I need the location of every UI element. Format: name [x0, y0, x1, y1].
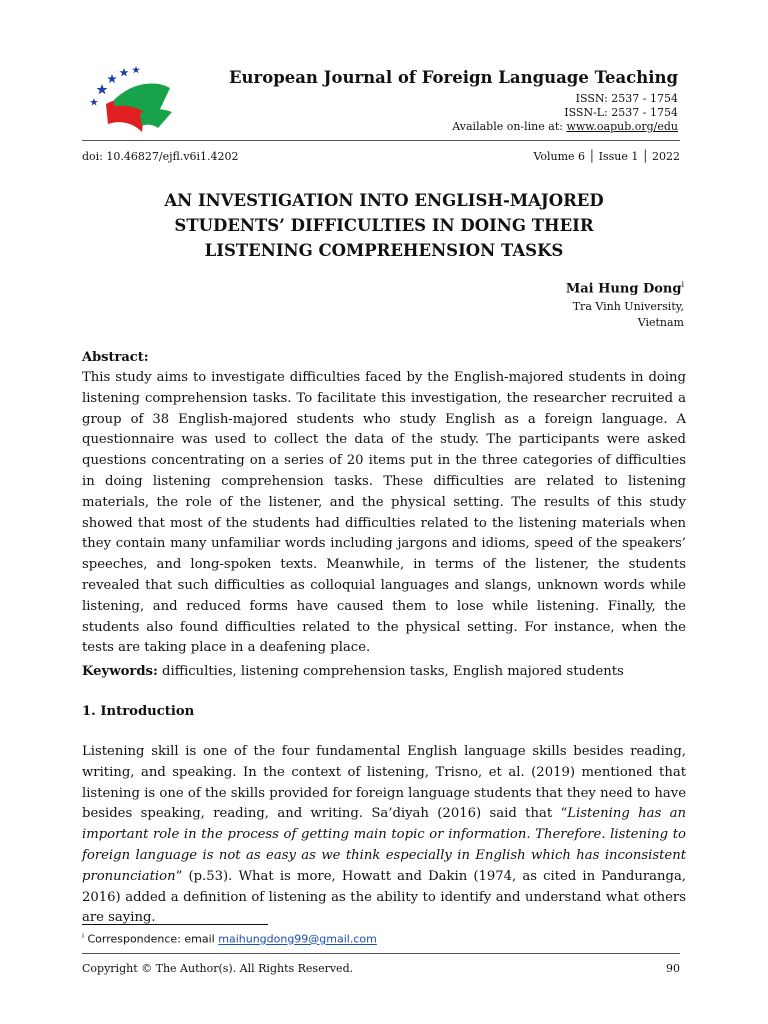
- journal-logo: [84, 62, 184, 136]
- footnote-mark: i: [82, 932, 84, 940]
- logo-book-green-lower: [140, 109, 172, 128]
- volume-issue: Volume 6 │ Issue 1 │ 2022: [533, 150, 680, 163]
- affiliation-line-2: Vietnam: [637, 316, 684, 329]
- journal-url-link[interactable]: www.oapub.org/edu: [566, 120, 678, 133]
- journal-title: European Journal of Foreign Language Teaching: [228, 68, 678, 87]
- article-title: [110, 188, 658, 263]
- copyright: Copyright © The Author(s). All Rights Reserved.: [82, 962, 354, 975]
- keywords-text: difficulties, listening comprehension tasks, English majored students: [157, 664, 624, 679]
- author-name: [566, 280, 684, 296]
- abstract-text: This study aims to investigate difficulties faced by the English-majored students in doing listening comprehension tasks. To facilitate this investigation, the researcher recruited a group of 38 English-majored students who study English as a foreign language. A questionnaire was used to collect the data of the study. The participants were asked questions concentrating on a series of 20 items put in the three categories of difficulties in doing listening comprehension tasks. These difficulties are related to listening materials, the role of the listener, and the physical setting. The results of this study showed that most of the students had difficulties related to the listening materials when they contain many unfamiliar words including jargons and idioms, speed of the speakers’ speeches, and long-spoken texts. Meanwhile, in terms of the listener, the students revealed that such difficulties as colloquial languages and slangs, unknown words while listening, and reduced forms have caused them to lose while listening. Finally, the students also found difficulties related to the physical setting. For instance, when the tests are taking place in a deafening place.: [82, 370, 686, 656]
- section-heading-introduction: 1. Introduction: [82, 704, 195, 719]
- title-line-1: AN INVESTIGATION INTO ENGLISH-MAJORED: [164, 191, 604, 210]
- issn-l: ISSN-L: 2537 - 1754: [564, 106, 678, 119]
- header-rule: [82, 140, 680, 141]
- abstract-heading: Abstract:: [82, 350, 149, 365]
- intro-text-1: Listening skill is one of the four fundamental English language skills besides reading, writing, and speaking. In the context of listening, Trisno, et al. (2019) mentioned that listening is one of the skills provided for foreign language students that they need to have besides speaking, reading, and writing. Sa’diyah (2016) said that “: [82, 744, 686, 822]
- issn: ISSN: 2537 - 1754: [575, 92, 678, 105]
- keywords: [82, 664, 624, 679]
- page-number: 90: [666, 962, 680, 975]
- intro-quote: Listening has an important role in the process of getting main topic or information. Therefore. listening to foreign language is not as easy as we think especially in English which has inconsistent pronunciation: [82, 806, 686, 884]
- footer-rule: [82, 953, 680, 954]
- online-availability: [452, 120, 678, 133]
- footnote: [82, 932, 377, 946]
- title-line-2: STUDENTS’ DIFFICULTIES IN DOING THEIR: [174, 216, 594, 235]
- introduction-paragraph: [82, 742, 686, 929]
- footnote-rule: [82, 924, 268, 925]
- affiliation-line-1: Tra Vinh University,: [572, 300, 684, 313]
- intro-text-2: ” (p.53). What is more, Howatt and Dakin (1974, as cited in Panduranga, 2016) added a definition of listening as the ability to identify and understand what others are saying.: [82, 868, 686, 926]
- online-prefix: Available on-line at:: [452, 120, 567, 133]
- title-line-3: LISTENING COMPREHENSION TASKS: [204, 241, 564, 260]
- keywords-label: Keywords:: [82, 664, 158, 679]
- footnote-text: Correspondence: email: [83, 932, 219, 946]
- author-name-text: Mai Hung Dong: [565, 281, 682, 297]
- author-footnote-mark: i: [681, 280, 684, 289]
- doi: doi: 10.46827/ejfl.v6i1.4202: [82, 150, 239, 163]
- email-link[interactable]: maihungdong99@gmail.com: [218, 932, 377, 946]
